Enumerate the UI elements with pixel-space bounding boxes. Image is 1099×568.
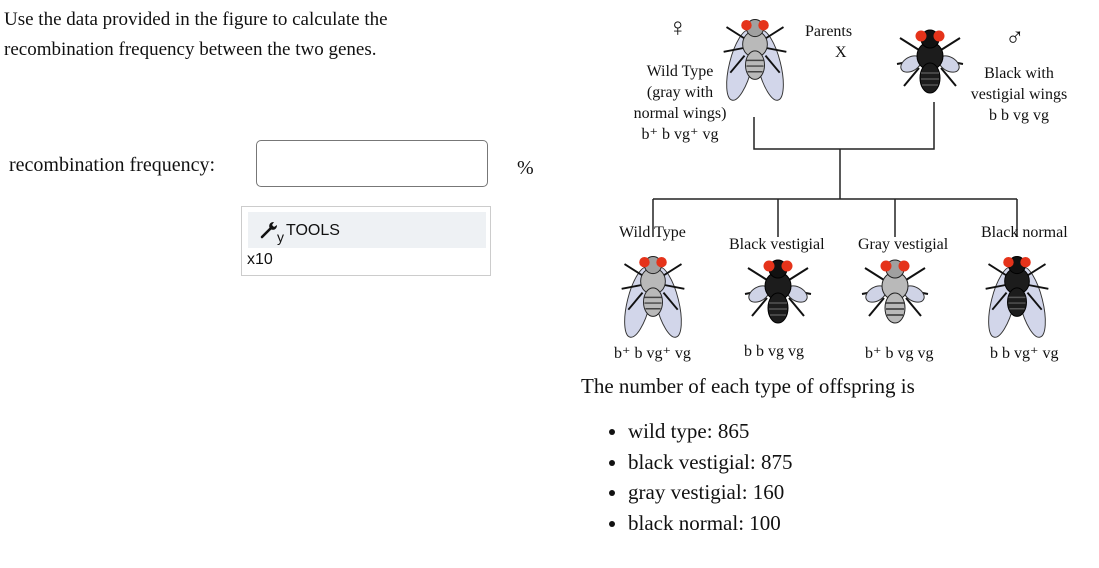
list-item: • gray vestigial: 160 — [628, 477, 792, 508]
tools-label: TOOLS — [286, 222, 340, 239]
offspring-name-black-normal: Black normal — [981, 224, 1068, 241]
question-text: Use the data provided in the figure to calculate the recombination frequency between the two genes. — [4, 9, 388, 60]
female-parent-fly-icon — [721, 19, 789, 102]
cross-symbol: X — [835, 44, 847, 61]
tools-button[interactable] — [248, 212, 486, 248]
offspring-wild-type-fly-icon — [619, 257, 687, 340]
male-description-line-1: Black with — [984, 65, 1054, 82]
offspring-name-gray-vestigial: Gray vestigial — [858, 236, 949, 253]
female-symbol-icon: ♀ — [668, 13, 688, 42]
male-genotype: b b vg vg — [989, 107, 1049, 124]
offspring-gray-vestigial-fly-icon — [862, 260, 928, 323]
cross-diagram — [595, 0, 1099, 370]
parents-label: Parents — [805, 23, 853, 40]
offspring-black-vestigial-fly-icon — [745, 260, 811, 323]
list-item: • black normal: 100 — [628, 508, 792, 539]
tools-multiplier: x10 — [247, 251, 273, 268]
cross-figure — [595, 0, 1099, 370]
recombination-frequency-input[interactable] — [256, 140, 488, 187]
male-parent-fly-icon — [897, 30, 963, 93]
offspring-genotype-black-vestigial: b b vg vg — [744, 343, 804, 360]
offspring-count-list — [580, 416, 792, 538]
female-genotype: b⁺ b vg⁺ vg — [641, 126, 719, 143]
list-item: • black vestigial: 875 — [628, 447, 792, 478]
female-description-line-1: Wild Type — [646, 63, 714, 80]
percent-unit: % — [517, 157, 534, 179]
female-description-line-3: normal wings) — [633, 105, 727, 122]
offspring-genotype-black-normal: b b vg⁺ vg — [990, 345, 1059, 362]
female-description-line-2: (gray with — [646, 84, 714, 101]
offspring-name-wild-type: Wild Type — [619, 224, 686, 241]
offspring-black-normal-fly-icon — [983, 257, 1051, 340]
offspring-genotype-wild-type: b⁺ b vg⁺ vg — [614, 345, 691, 362]
offspring-intro: The number of each type of offspring is — [581, 374, 915, 398]
tools-panel — [241, 206, 491, 276]
offspring-genotype-gray-vestigial: b⁺ b vg vg — [865, 345, 934, 362]
offspring-name-black-vestigial: Black vestigial — [729, 236, 825, 253]
male-description-line-2: vestigial wings — [970, 86, 1068, 103]
tools-subscript: y — [277, 229, 284, 245]
male-symbol-icon: ♂ — [1005, 23, 1025, 52]
list-item: • wild type: 865 — [628, 416, 792, 447]
recombination-frequency-label: recombination frequency: — [9, 154, 216, 176]
